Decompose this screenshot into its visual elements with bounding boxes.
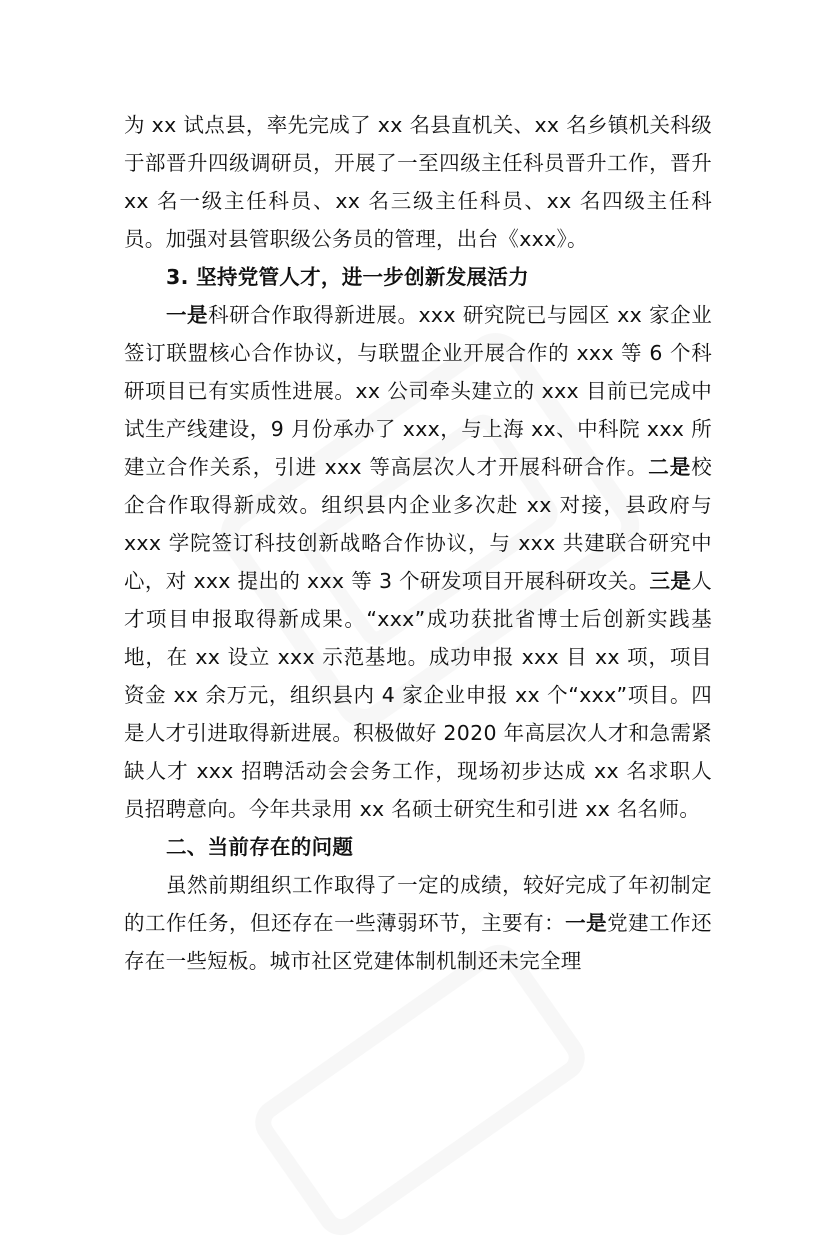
paragraph-3 xyxy=(124,866,712,980)
paragraph-2-lead-2: 二是 xyxy=(648,455,692,479)
paragraph-3-text-1: 虽然前期组织工作取得了一定的成绩，较好完成了年初制定的工作任务，但还存在一些薄弱环节，主要有： xyxy=(124,873,712,935)
paragraph-1 xyxy=(124,106,712,258)
paragraph-3-lead-1: 一是 xyxy=(565,911,608,935)
document-body xyxy=(124,106,712,980)
section-heading-3: 3. 坚持党管人才，进一步创新发展活力 xyxy=(166,265,529,289)
paragraph-2 xyxy=(124,296,712,828)
paragraph-2-text-1: 科研合作取得新进展。xxx 研究院已与园区 xx 家企业签订联盟核心合作协议，与联盟企业开展合作的 xxx 等 6 个科研项目已有实质性进展。xx 公司牵头建立的 xxx 目前已完成中试生产线建设，9 月份承办了 xxx，与上海 xx、中科院 xxx 所建立合作关系，引进 xxx 等高层次人才开展科研合作。 xyxy=(124,303,712,479)
section-heading-2: 二、当前存在的问题 xyxy=(166,835,354,859)
paragraph-1-text: 为 xx 试点县，率先完成了 xx 名县直机关、xx 名乡镇机关科级于部晋升四级调研员，开展了一至四级主任科员晋升工作，晋升 xx 名一级主任科员、xx 名三级主任科员、xx 名四级主任科员。加强对县管职级公务员的管理，出台《xxx》。 xyxy=(124,113,712,251)
paragraph-3-text-2: 党建工作还存在一些短板。城市社区党建体制机制还未完全理 xyxy=(124,911,712,973)
paragraph-2-text-3: 人才项目申报取得新成果。“xxx”成功获批省博士后创新实践基地，在 xx 设立 xxx 示范基地。成功申报 xxx 目 xx 项，项目资金 xx 余万元，组织县内 4 家企业申报 xx 个“xxx”项目。四是人才引进取得新进展。积极做好 2020 年高层次人才和急需紧缺人才 xxx 招聘活动会会务工作，现场初步达成 xx 名求职人员招聘意向。今年共录用 xx 名硕士研究生和引进 xx 名名师。 xyxy=(124,569,712,821)
paragraph-2-lead-3: 三是 xyxy=(649,569,692,593)
paragraph-2-lead-1: 一是 xyxy=(166,303,209,327)
paragraph-2-text-2: 校企合作取得新成效。组织县内企业多次赴 xx 对接，县政府与 xxx 学院签订科技创新战略合作协议，与 xxx 共建联合研究中心，对 xxx 提出的 xxx 等 3 个研发项目开展科研攻关。 xyxy=(124,455,712,593)
